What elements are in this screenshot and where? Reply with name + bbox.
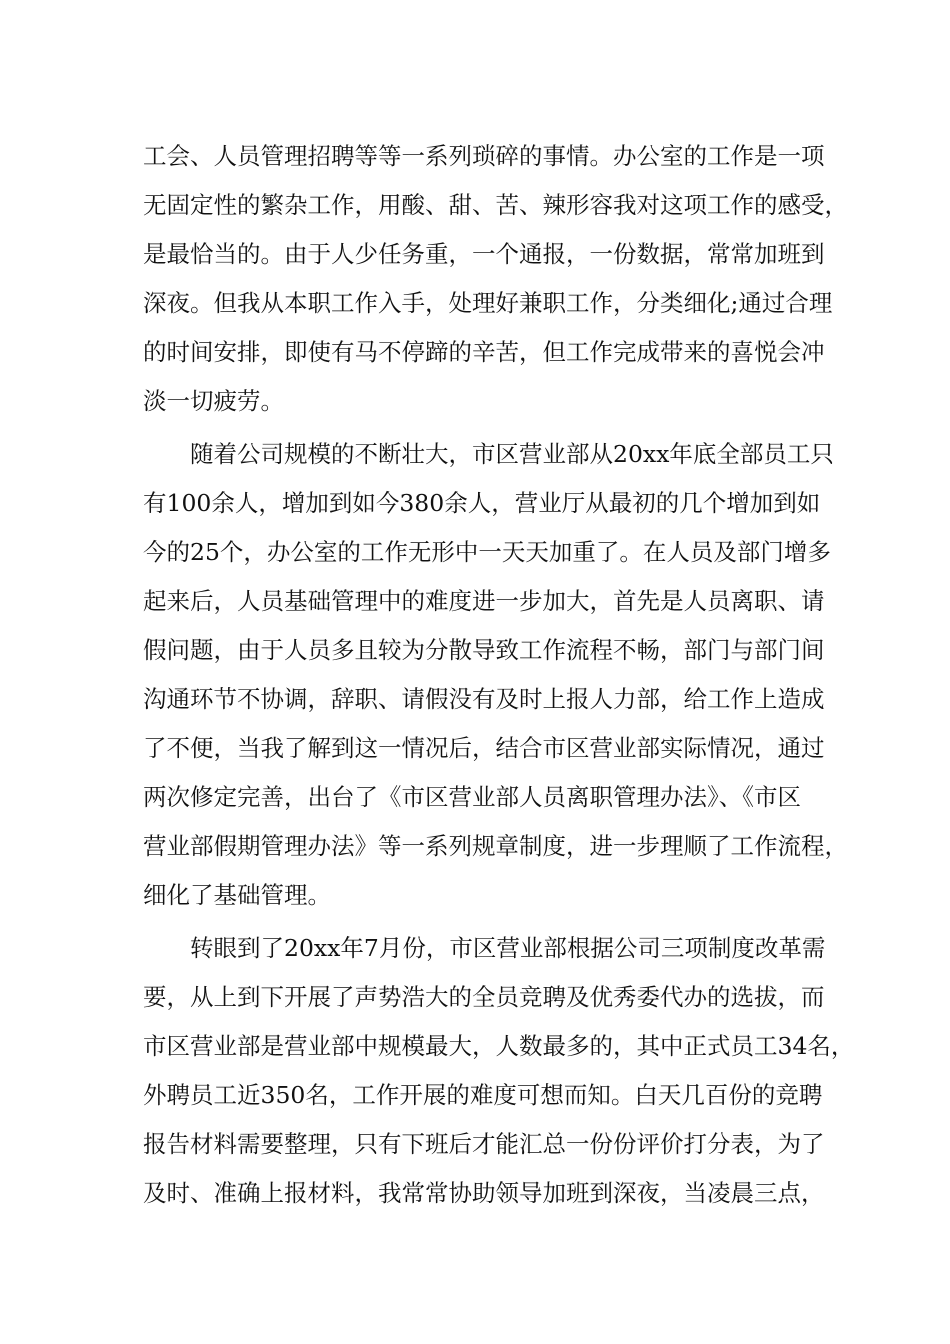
text-line: 无固定性的繁杂工作，用酸、甜、苦、辣形容我对这项工作的感受， [143, 191, 848, 219]
paragraph-2 [143, 430, 848, 920]
text-line: 有100余人，增加到如今380余人，营业厅从最初的几个增加到如 [143, 489, 821, 517]
text-line: 要，从上到下开展了声势浩大的全员竞聘及优秀委代办的选拔，而 [143, 983, 825, 1011]
text-line: 今的25个，办公室的工作无形中一天天加重了。在人员及部门增多 [143, 538, 831, 566]
text-line: 淡一切疲劳。 [143, 387, 284, 415]
text-line: 两次修定完善，出台了《市区营业部人员离职管理办法》、《市区 [143, 783, 801, 811]
text-line: 了不便，当我了解到这一情况后，结合市区营业部实际情况，通过 [143, 734, 825, 762]
text-line: 营业部假期管理办法》等一系列规章制度，进一步理顺了工作流程， [143, 832, 848, 860]
text-line: 沟通环节不协调，辞职、请假没有及时上报人力部，给工作上造成 [143, 685, 825, 713]
text-line: 随着公司规模的不断壮大，市区营业部从20xx年底全部员工只 [143, 440, 834, 468]
paragraph-1 [143, 132, 848, 426]
paragraph-3 [143, 924, 855, 1218]
text-line: 市区营业部是营业部中规模最大，人数最多的，其中正式员工34名， [143, 1032, 855, 1060]
text-line: 是最恰当的。由于人少任务重，一个通报，一份数据，常常加班到 [143, 240, 825, 268]
text-line: 起来后，人员基础管理中的难度进一步加大，首先是人员离职、请 [143, 587, 825, 615]
text-line: 假问题，由于人员多且较为分散导致工作流程不畅，部门与部门间 [143, 636, 825, 664]
text-line: 及时、准确上报材料，我常常协助领导加班到深夜，当凌晨三点， [143, 1179, 825, 1207]
text-line: 报告材料需要整理，只有下班后才能汇总一份份评价打分表，为了 [143, 1130, 825, 1158]
text-line: 细化了基础管理。 [143, 881, 331, 909]
text-line: 深夜。但我从本职工作入手，处理好兼职工作，分类细化;通过合理 [143, 289, 833, 317]
text-line: 外聘员工近350名，工作开展的难度可想而知。白天几百份的竞聘 [143, 1081, 823, 1109]
text-line: 转眼到了20xx年7月份，市区营业部根据公司三项制度改革需 [143, 934, 826, 962]
text-line: 的时间安排，即使有马不停蹄的辛苦，但工作完成带来的喜悦会冲 [143, 338, 825, 366]
document-body [143, 132, 855, 1218]
text-line: 工会、人员管理招聘等等一系列琐碎的事情。办公室的工作是一项 [143, 142, 825, 170]
